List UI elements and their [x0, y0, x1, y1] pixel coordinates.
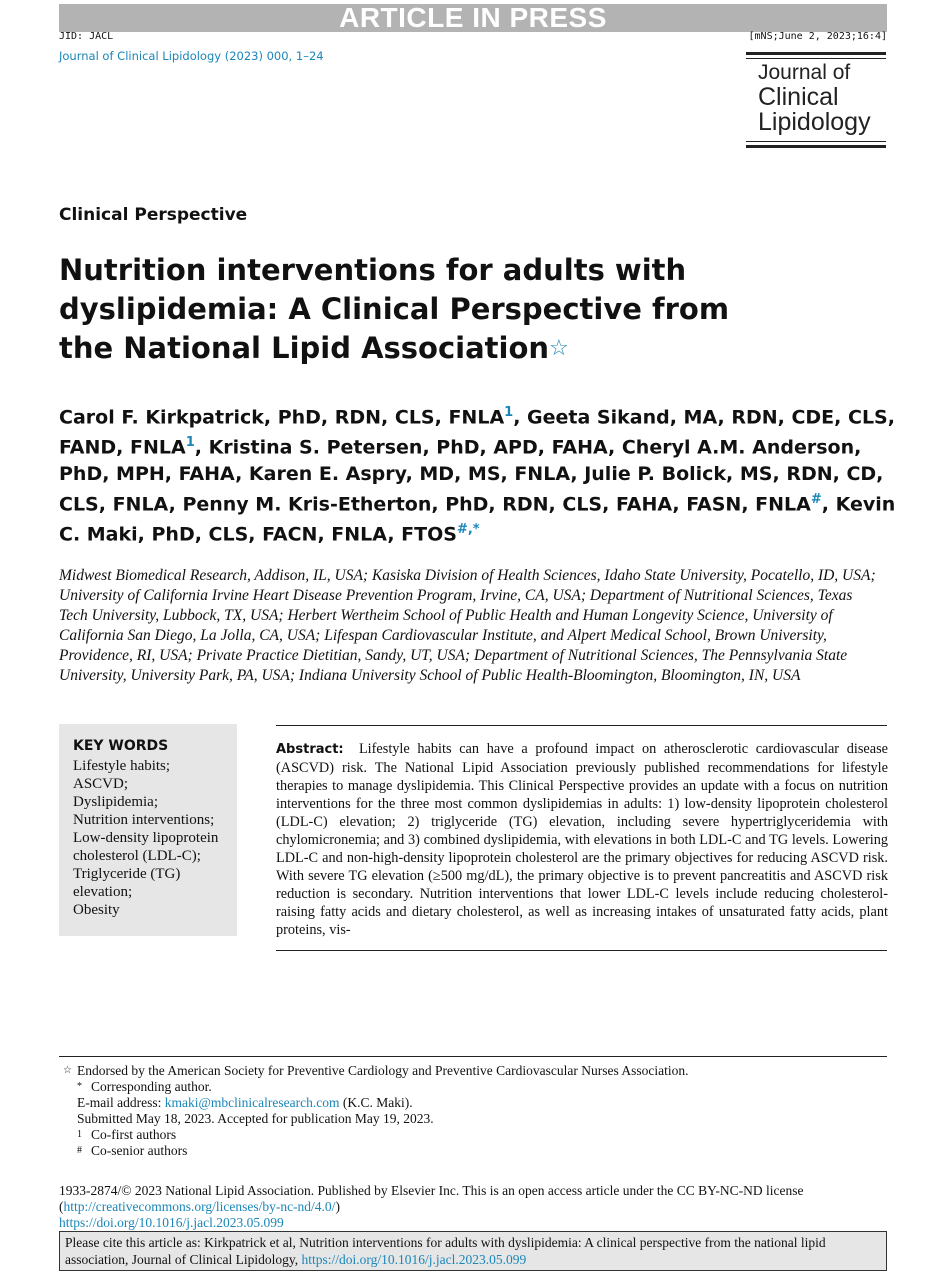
abstract-label: Abstract:: [276, 742, 344, 757]
keyword: Lifestyle habits;: [73, 758, 171, 774]
footnote-rule: [59, 1056, 887, 1057]
license-block: [59, 1183, 887, 1231]
keyword: Nutrition interventions;: [73, 812, 215, 828]
footnote-corresponding: Corresponding author.: [91, 1079, 212, 1094]
abstract: [276, 740, 888, 939]
license-close-paren: ): [335, 1199, 340, 1214]
doi-link[interactable]: https://doi.org/10.1016/j.jacl.2023.05.099: [59, 1215, 284, 1230]
keyword: Low-density lipoprotein cholesterol (LDL-C);: [73, 830, 219, 864]
journal-citation[interactable]: Journal of Clinical Lipidology (2023) 000, 1–24: [59, 49, 324, 63]
license-statement: 1933-2874/© 2023 National Lipid Association. Published by Elsevier Inc. This is an open access article under the CC BY-NC-ND license: [59, 1183, 804, 1198]
author-group: , Kevin C. Maki, PhD, CLS, FACN, FNLA, FTOS: [59, 492, 896, 546]
submission-dates: Submitted May 18, 2023. Accepted for publication May 19, 2023.: [77, 1111, 434, 1126]
footnote-cofirst-mark: 1: [77, 1129, 82, 1140]
email-label: E-mail address:: [77, 1095, 162, 1110]
logo-line-2: Clinical: [758, 83, 839, 111]
footnote-star-icon: ☆: [63, 1065, 72, 1076]
abstract-top-rule: [276, 725, 887, 726]
article-in-press-banner: ARTICLE IN PRESS: [59, 4, 887, 32]
footnotes: [63, 1063, 688, 1159]
title-text: Nutrition interventions for adults with dyslipidemia: A Clinical Perspective from the National Lipid Association: [59, 253, 730, 365]
email-suffix: (K.C. Maki).: [342, 1095, 413, 1110]
keyword: Obesity: [73, 902, 120, 918]
footnote-endorsement: Endorsed by the American Society for Preventive Cardiology and Preventive Cardiovascular Nurses Association.: [77, 1063, 689, 1078]
logo-line-3: Lipidology: [758, 108, 871, 136]
logo-line-1: Journal of: [758, 61, 851, 84]
footnote-cofirst: Co-first authors: [91, 1127, 177, 1142]
date-stamp: [mNS;June 2, 2023;16:4]: [748, 31, 887, 42]
footnote-cosenior-mark: #: [77, 1145, 82, 1156]
author-group: Carol F. Kirkpatrick, PhD, RDN, CLS, FNLA: [59, 406, 505, 429]
journal-id: JID: JACL: [59, 31, 114, 42]
abstract-text: Lifestyle habits can have a profound impact on atherosclerotic cardiovascular disease (ASCVD) risk. The National Lipid Association previously published recommendations for lifestyle therapies to manage dyslipidemia. This Clinical Perspective provides an update with a focus on nutrition interventions for the three most common dyslipidemias in adults: 1) low-density lipoprotein cholesterol (LDL-C) elevation; 2) triglyceride (TG) elevation, including severe hypertriglyceridemia with chylomicronemia; and 3) combined dyslipidemia, with elevations in both LDL-C and TG levels. Lowering LDL-C and non-high-density lipoprotein cholesterol are the primary objectives for reducing ASCVD risk. With severe TG elevation (≥500 mg/dL), the primary objective is to prevent pancreatitis and ASCVD risk reduction is secondary. Nutrition interventions that lower LDL-C levels include reducing cholesterol-raising fatty acids and dietary cholesterol, as well as increasing intakes of unsaturated fatty acids, plant proteins, vis-: [276, 741, 888, 938]
author-mark[interactable]: #,*: [456, 521, 480, 537]
author-group: , Kristina S. Petersen, PhD, APD, FAHA, Cheryl A.M. Anderson, PhD, MPH, FAHA, Karen E. Aspry, MD, MS, FNLA, Julie P. Bolick, MS, RDN, CD, CLS, FNLA, Penny M. Kris-Etherton, PhD, RDN, CLS, FAHA, FASN, FNLA: [59, 436, 884, 515]
footnote-asterisk: *: [77, 1081, 82, 1092]
keywords-heading: KEY WORDS: [73, 738, 169, 754]
cite-doi-link[interactable]: https://doi.org/10.1016/j.jacl.2023.05.099: [301, 1252, 527, 1267]
abstract-bottom-rule: [276, 950, 887, 951]
author-list: [59, 400, 899, 547]
author-mark[interactable]: 1: [185, 435, 195, 451]
license-link[interactable]: http://creativecommons.org/licenses/by-nc-nd/4.0/: [63, 1199, 336, 1214]
title-star-icon[interactable]: ☆: [549, 336, 569, 361]
keyword: Triglyceride (TG) elevation;: [73, 866, 181, 900]
keyword: ASCVD;: [73, 776, 129, 792]
journal-logo: [746, 52, 886, 148]
article-title: [59, 251, 759, 368]
keyword: Dyslipidemia;: [73, 794, 158, 810]
cite-box: [59, 1231, 887, 1271]
author-mark[interactable]: #: [810, 491, 822, 507]
keywords-box: [59, 724, 237, 936]
cite-text: Please cite this article as: Kirkpatrick et al, Nutrition interventions for adults with dyslipidemia: A clinical perspective from the national lipid association, Journal of Clinical Lipidology,: [65, 1235, 826, 1267]
author-mark[interactable]: 1: [504, 405, 514, 420]
footnote-cosenior: Co-senior authors: [91, 1143, 188, 1158]
email-link[interactable]: kmaki@mbclinicalresearch.com: [164, 1095, 340, 1110]
author-group: , Geeta Sikand, MA, RDN, CDE, CLS, FAND, FNLA: [59, 406, 895, 459]
license-open-paren: (: [59, 1199, 64, 1214]
affiliations: Midwest Biomedical Research, Addison, IL, USA; Kasiska Division of Health Sciences, Idaho State University, Pocatello, ID, USA; University of California Irvine Heart Disease Prevention Program, Irvine, CA, USA; Department of Nutritional Sciences, Texas Tech University, Lubbock, TX, USA; Herbert Wertheim School of Public Health and Human Longevity Science, University of California San Diego, La Jolla, CA, USA; Lifespan Cardiovascular Institute, and Alpert Medical School, Brown University, Providence, RI, USA; Private Practice Dietitian, Sandy, UT, USA; Department of Nutritional Sciences, The Pennsylvania State University, University Park, PA, USA; Indiana University School of Public Health-Bloomington, Bloomington, IN, USA: [59, 567, 876, 684]
article-category: Clinical Perspective: [59, 205, 248, 225]
